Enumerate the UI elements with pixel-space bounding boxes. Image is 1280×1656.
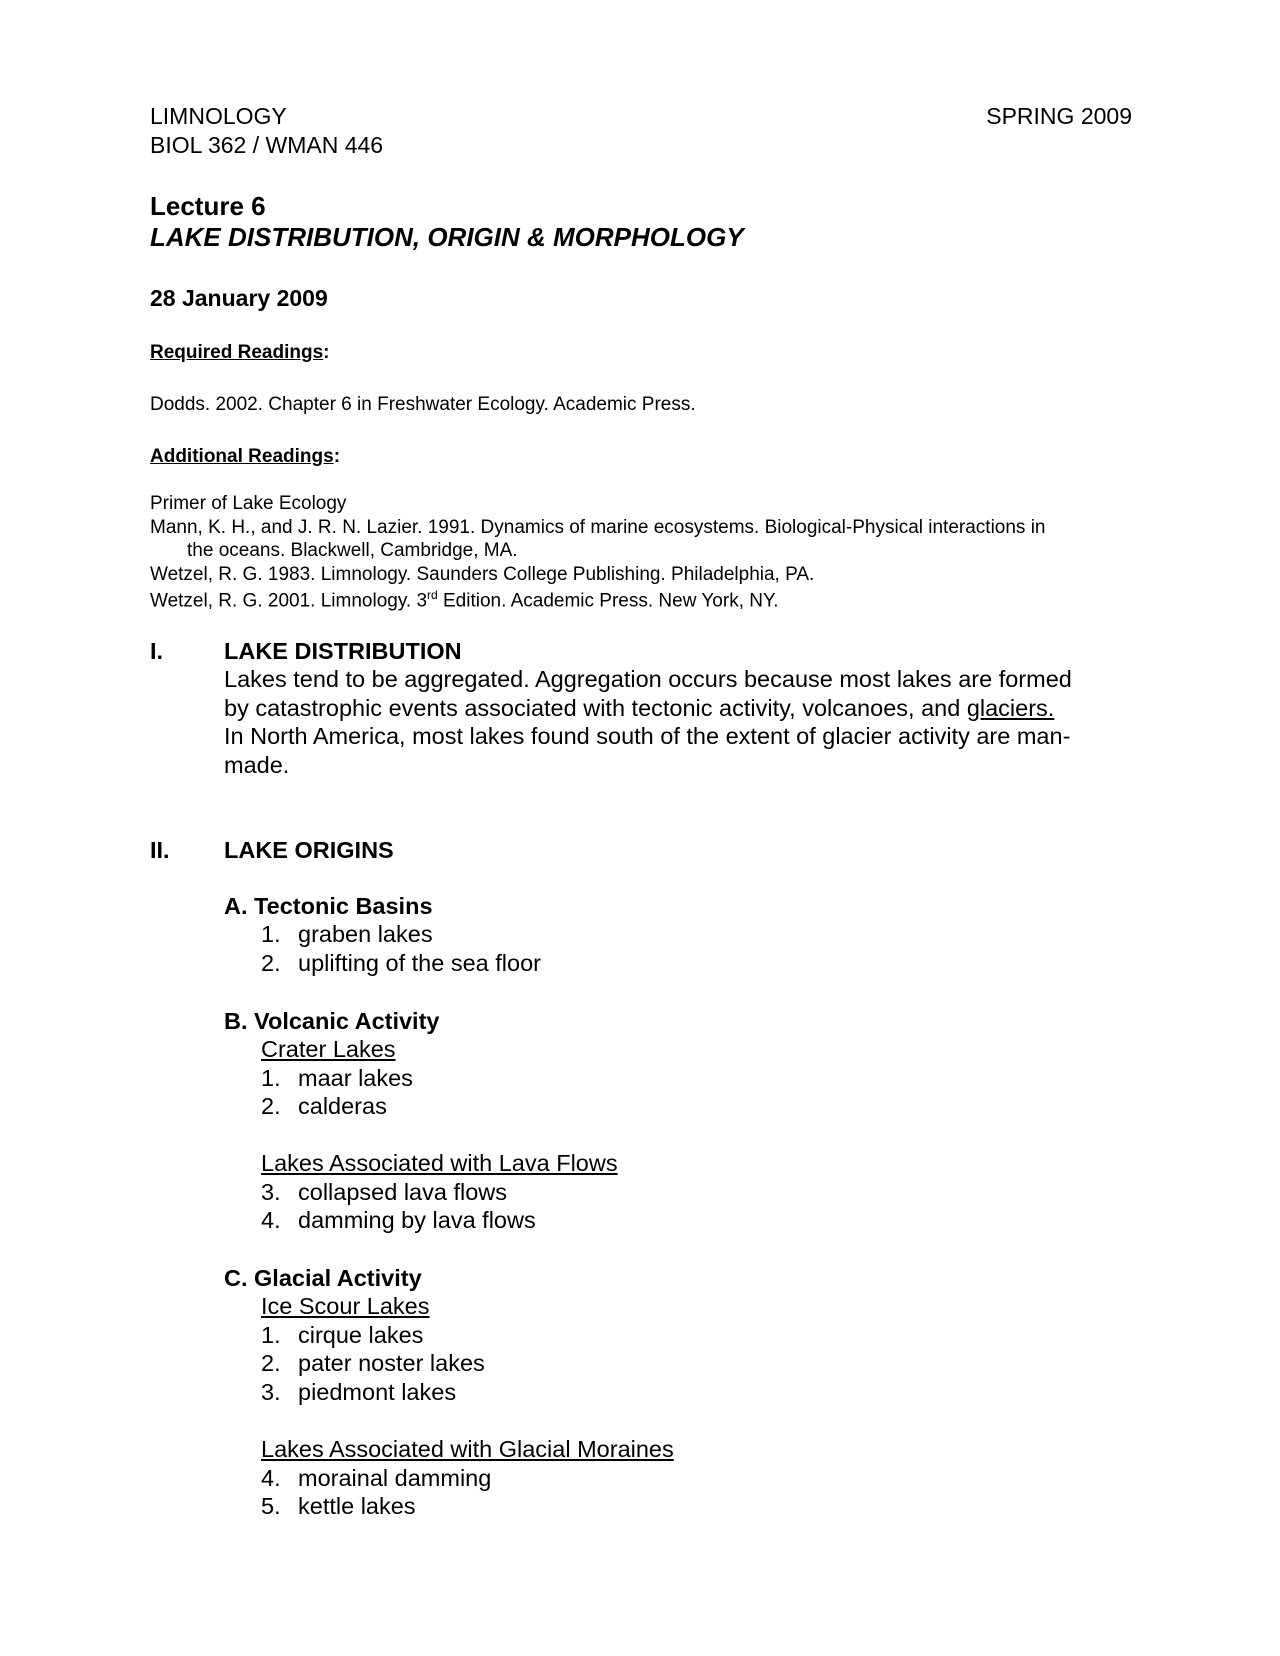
body-line: Lakes tend to be aggregated. Aggregation occurs because most lakes are formed — [224, 666, 1072, 692]
subsection-title: C. Glacial Activity — [224, 1265, 422, 1291]
additional-readings-heading: Additional Readings: — [150, 446, 341, 467]
additional-reading-item: Wetzel, R. G. 1983. Limnology. Saunders College Publishing. Philadelphia, PA. — [150, 564, 815, 585]
body-line: by catastrophic events associated with tectonic activity, volcanoes, and glaciers. — [224, 694, 1055, 721]
section-title: LAKE DISTRIBUTION — [224, 638, 462, 664]
list-item: 4. damming by lava flows — [261, 1207, 536, 1233]
subsection-title: B. Volcanic Activity — [224, 1008, 440, 1034]
group-heading: Lakes Associated with Lava Flows — [261, 1150, 618, 1176]
additional-reading-item: Mann, K. H., and J. R. N. Lazier. 1991. Dynamics of marine ecosystems. Biological-Physical interactions in — [150, 517, 1046, 538]
required-readings-heading: Required Readings: — [150, 342, 330, 363]
subsection-title: A. Tectonic Basins — [224, 893, 433, 919]
course-code: BIOL 362 / WMAN 446 — [150, 132, 384, 158]
group-heading: Ice Scour Lakes — [261, 1293, 430, 1319]
section-body — [224, 665, 1144, 779]
body-line: made. — [224, 751, 290, 778]
section-numeral: II. — [150, 837, 170, 863]
lecture-title: LAKE DISTRIBUTION, ORIGIN & MORPHOLOGY — [150, 222, 744, 252]
list-item: 4. morainal damming — [261, 1465, 492, 1491]
lecture-date: 28 January 2009 — [150, 285, 328, 311]
body-line: In North America, most lakes found south of the extent of glacier activity are man- — [224, 723, 1071, 749]
group-heading: Lakes Associated with Glacial Moraines — [261, 1436, 674, 1462]
glaciers-underlined: glaciers. — [966, 694, 1055, 721]
list-item: 1. cirque lakes — [261, 1322, 424, 1348]
term: SPRING 2009 — [986, 103, 1132, 129]
list-item: 5. kettle lakes — [261, 1493, 416, 1519]
list-item: 2. calderas — [261, 1093, 387, 1119]
list-item: 1. graben lakes — [261, 921, 433, 947]
additional-reading-item: Primer of Lake Ecology — [150, 493, 347, 514]
section-numeral: I. — [150, 638, 164, 664]
list-item: 2. uplifting of the sea floor — [261, 950, 541, 976]
section-title: LAKE ORIGINS — [224, 837, 394, 863]
additional-reading-item-continued: the oceans. Blackwell, Cambridge, MA. — [187, 540, 518, 561]
group-heading: Crater Lakes — [261, 1036, 396, 1062]
list-item: 3. piedmont lakes — [261, 1379, 457, 1405]
list-item: 2. pater noster lakes — [261, 1350, 485, 1376]
lecture-number: Lecture 6 — [150, 191, 266, 221]
additional-reading-item: Wetzel, R. G. 2001. Limnology. 3rd Edition. Academic Press. New York, NY. — [150, 588, 779, 612]
list-item: 1. maar lakes — [261, 1065, 413, 1091]
list-item: 3. collapsed lava flows — [261, 1179, 507, 1205]
course-name: LIMNOLOGY — [150, 103, 287, 129]
required-reading-item: Dodds. 2002. Chapter 6 in Freshwater Ecology. Academic Press. — [150, 394, 696, 415]
